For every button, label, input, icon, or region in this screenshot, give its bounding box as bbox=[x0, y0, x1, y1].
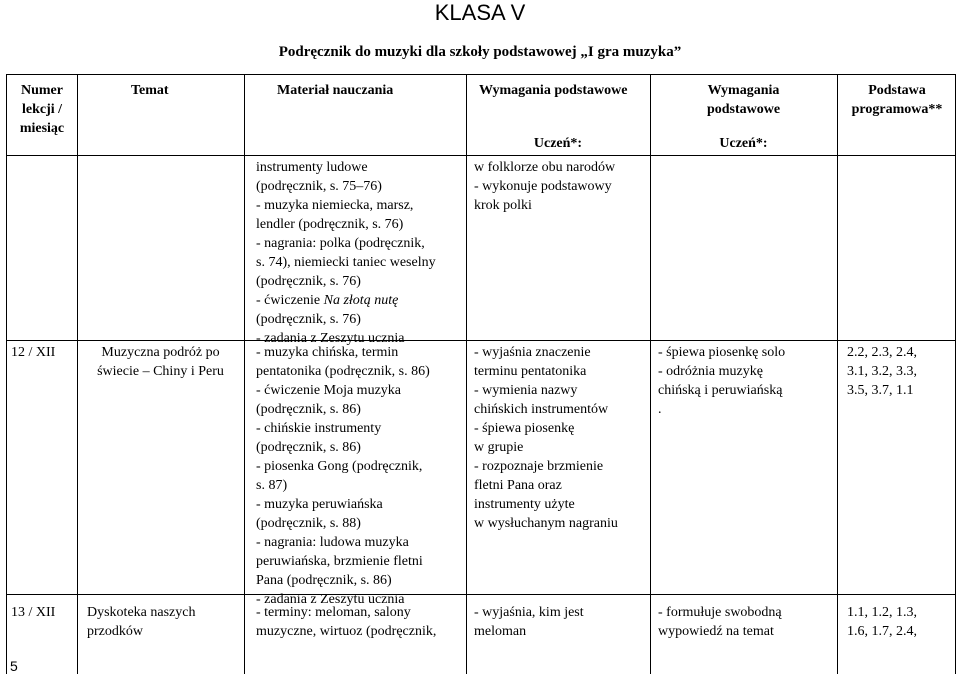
header-material: Materiał nauczania bbox=[277, 83, 394, 98]
column-divider bbox=[837, 75, 838, 674]
basic-requirements: - wyjaśnia znaczenie terminu pentatonika - wymienia nazwy chińskich instrumentów - śpiewa piosenkę w grupie - rozpoznaje brzmienie fletni Pana oraz instrumenty użyte w wysłuchanym nagraniu bbox=[474, 345, 618, 531]
continuation-material-end: (podręcznik, s. 76) - zadania z Zeszytu ucznia bbox=[256, 312, 405, 346]
column-divider bbox=[466, 75, 467, 674]
lesson-material: - muzyka chińska, termin pentatonika (podręcznik, s. 86) - ćwiczenie Moja muzyka (podręcznik, s. 86) - chińskie instrumenty (podręcznik, s. 86) - piosenka Gong (podręcznik, s. 87) - muzyka peruwiańska (podręcznik, s. 88) - nagrania: ludowa muzyka peruwiańska, brzmienie fletni Pana (podręcznik, s. 86) - zadania z Zeszytu ucznia bbox=[256, 345, 430, 607]
header-extended-requirements-student: Uczeń*: bbox=[719, 136, 768, 151]
header-curriculum: Podstawa programowa** bbox=[851, 83, 943, 117]
header-extended-requirements: Wymagania podstawowe bbox=[706, 83, 781, 117]
lesson-number: 13 / XII bbox=[11, 605, 56, 620]
lesson-number: 12 / XII bbox=[11, 345, 56, 360]
page-number: 5 bbox=[10, 658, 18, 674]
continuation-basic-requirements: w folklorze obu narodów - wykonuje podstawowy krok polki bbox=[474, 160, 616, 213]
header-basic-requirements: Wymagania podstawowe bbox=[479, 83, 628, 98]
curriculum-points: 2.2, 2.3, 2.4, 3.1, 3.2, 3.3, 3.5, 3.7, 1.1 bbox=[847, 345, 917, 398]
curriculum-points: 1.1, 1.2, 1.3, 1.6, 1.7, 2.4, bbox=[847, 605, 917, 639]
column-divider bbox=[244, 75, 245, 674]
row-divider bbox=[7, 340, 955, 341]
header-basic-requirements-student: Uczeń*: bbox=[533, 136, 583, 151]
header-lesson-number: Numer lekcji / miesiąc bbox=[19, 83, 65, 136]
exercise-title: Na złotą nutę bbox=[323, 293, 399, 308]
row-divider bbox=[7, 155, 955, 156]
column-divider bbox=[650, 75, 651, 674]
continuation-material-text: instrumenty ludowe (podręcznik, s. 75–76) - muzyka niemiecka, marsz, lendler (podręcznik, s. 76) - nagrania: polka (podręcznik, s. 74), niemiecki taniec weselny (podręcznik, s. 76) - ćwiczenie bbox=[256, 160, 436, 308]
extended-requirements: - formułuje swobodną wypowiedź na temat bbox=[658, 605, 782, 639]
class-title: KLASA V bbox=[434, 0, 526, 25]
lesson-topic: Dyskoteka naszych przodków bbox=[87, 605, 196, 639]
continuation-material bbox=[256, 158, 461, 348]
textbook-title: Podręcznik do muzyki dla szkoły podstawowej „I gra muzyka” bbox=[278, 44, 682, 60]
lesson-material: - terminy: meloman, salony muzyczne, wirtuoz (podręcznik, bbox=[256, 605, 437, 639]
lesson-topic: Muzyczna podróż po świecie – Chiny i Peru bbox=[97, 345, 224, 379]
row-divider bbox=[7, 594, 955, 595]
extended-requirements: - śpiewa piosenkę solo - odróżnia muzykę chińską i peruwiańską . bbox=[658, 345, 786, 417]
header-topic: Temat bbox=[131, 83, 169, 98]
basic-requirements: - wyjaśnia, kim jest meloman bbox=[474, 605, 584, 639]
curriculum-table bbox=[6, 74, 956, 674]
